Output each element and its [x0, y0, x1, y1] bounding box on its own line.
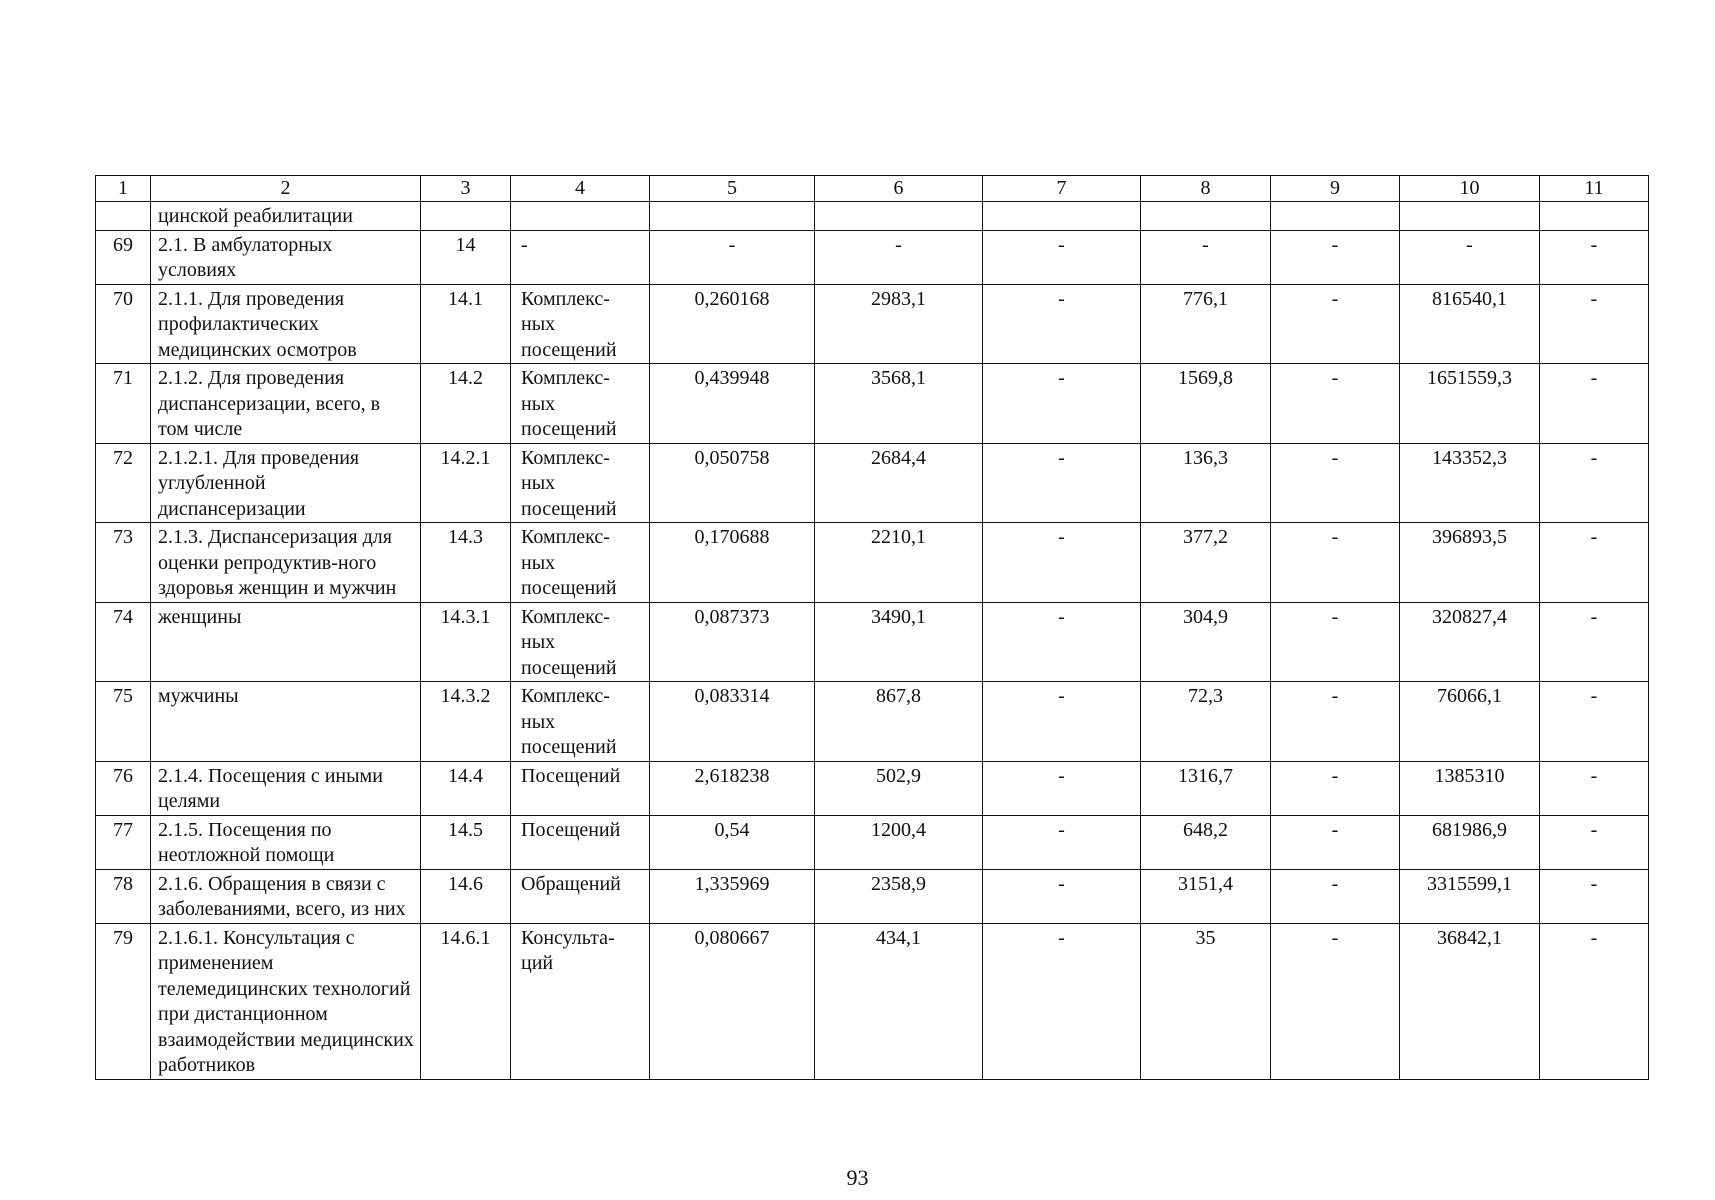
header-cell: 3 [421, 176, 511, 202]
table-body [96, 176, 1649, 1080]
table-cell-col11: - [1540, 923, 1649, 1079]
table-cell-col9: - [1271, 815, 1400, 869]
table-cell [1540, 202, 1649, 231]
table-cell-name: женщины [151, 602, 421, 682]
table-cell-col5: 0,439948 [650, 364, 815, 444]
header-cell: 2 [151, 176, 421, 202]
table-cell [983, 202, 1141, 231]
table-cell-code: 14.6 [421, 869, 511, 923]
table-cell-unit: Комплекс-ных посещений [511, 364, 650, 444]
table-cell-code: 14.2.1 [421, 443, 511, 523]
table-cell-row-number: 72 [96, 443, 151, 523]
table-cell-col10: - [1400, 230, 1540, 284]
table-cell-col9: - [1271, 923, 1400, 1079]
table-cell-col7: - [983, 364, 1141, 444]
data-table [95, 175, 1649, 1080]
table-cell-col9: - [1271, 364, 1400, 444]
table-cell-col8: 3151,4 [1141, 869, 1271, 923]
table-cell [1400, 202, 1540, 231]
header-cell: 6 [815, 176, 983, 202]
table-cell [650, 202, 815, 231]
table-cell-col6: 867,8 [815, 682, 983, 762]
table-cell-code: 14.3 [421, 523, 511, 603]
table-cell-col10: 3315599,1 [1400, 869, 1540, 923]
table-cell-code: 14.4 [421, 761, 511, 815]
table-cell-row-number: 73 [96, 523, 151, 603]
table-cell [421, 202, 511, 231]
header-cell: 11 [1540, 176, 1649, 202]
table-cell-row-number: 75 [96, 682, 151, 762]
table-cell-col9: - [1271, 443, 1400, 523]
table-cell [1271, 202, 1400, 231]
table-cell-code: 14.6.1 [421, 923, 511, 1079]
table-row [96, 364, 1649, 444]
header-cell: 10 [1400, 176, 1540, 202]
table-cell-col6: 2210,1 [815, 523, 983, 603]
table-cell-col6: 2358,9 [815, 869, 983, 923]
table-cell-row-number: 74 [96, 602, 151, 682]
table-cell-name: 2.1.5. Посещения по неотложной помощи [151, 815, 421, 869]
table-cell-col9: - [1271, 761, 1400, 815]
column-number-row [96, 176, 1649, 202]
table-cell-col10: 36842,1 [1400, 923, 1540, 1079]
table-cell-col6: 2684,4 [815, 443, 983, 523]
table-cell-col6: 434,1 [815, 923, 983, 1079]
table-row [96, 602, 1649, 682]
table-cell-code: 14.3.2 [421, 682, 511, 762]
table-cell-unit: Комплекс-ных посещений [511, 523, 650, 603]
table-cell-col8: 776,1 [1141, 284, 1271, 364]
table-cell-col11: - [1540, 523, 1649, 603]
table-cell [96, 202, 151, 231]
table-cell-col6: 1200,4 [815, 815, 983, 869]
table-cell-col8: - [1141, 230, 1271, 284]
header-cell: 7 [983, 176, 1141, 202]
table-row [96, 230, 1649, 284]
header-cell: 4 [511, 176, 650, 202]
table-cell-name: 2.1.2.1. Для проведения углубленной диспансеризации [151, 443, 421, 523]
table-cell-col7: - [983, 923, 1141, 1079]
table-cell-col9: - [1271, 284, 1400, 364]
table-cell-col11: - [1540, 682, 1649, 762]
table-cell-col5: 0,050758 [650, 443, 815, 523]
table-cell-col11: - [1540, 761, 1649, 815]
table-cell-row-number: 71 [96, 364, 151, 444]
table-cell-col8: 1316,7 [1141, 761, 1271, 815]
table-cell-col11: - [1540, 230, 1649, 284]
table-cell-name: 2.1.4. Посещения с иными целями [151, 761, 421, 815]
table-cell-col8: 377,2 [1141, 523, 1271, 603]
table-cell-col7: - [983, 230, 1141, 284]
table-row [96, 869, 1649, 923]
table-cell-col10: 396893,5 [1400, 523, 1540, 603]
table-cell-col9: - [1271, 682, 1400, 762]
table-cell-code: 14.3.1 [421, 602, 511, 682]
table-cell-row-number: 78 [96, 869, 151, 923]
continuation-row [96, 202, 1649, 231]
table-cell-col5: 0,080667 [650, 923, 815, 1079]
table-row [96, 682, 1649, 762]
table-row [96, 523, 1649, 603]
table-cell [1141, 202, 1271, 231]
table-cell-col10: 320827,4 [1400, 602, 1540, 682]
table-cell-col5: 0,083314 [650, 682, 815, 762]
table-cell-col5: 1,335969 [650, 869, 815, 923]
table-cell-name: 2.1.1. Для проведения профилактических медицинских осмотров [151, 284, 421, 364]
table-cell-unit: Комплекс-ных посещений [511, 284, 650, 364]
table-cell-name: 2.1.2. Для проведения диспансеризации, всего, в том числе [151, 364, 421, 444]
table-cell-col9: - [1271, 230, 1400, 284]
table-row [96, 443, 1649, 523]
table-cell-col11: - [1540, 602, 1649, 682]
table-cell-col10: 1651559,3 [1400, 364, 1540, 444]
table-cell-col5: 2,618238 [650, 761, 815, 815]
table-cell [815, 202, 983, 231]
table-cell-name: 2.1.6. Обращения в связи с заболеваниями, всего, из них [151, 869, 421, 923]
table-cell-col5: 0,170688 [650, 523, 815, 603]
table-cell-unit: Комплекс-ных посещений [511, 443, 650, 523]
table-cell-col7: - [983, 284, 1141, 364]
table-cell-code: 14.1 [421, 284, 511, 364]
table-cell-unit: - [511, 230, 650, 284]
table-cell-col11: - [1540, 869, 1649, 923]
header-cell: 9 [1271, 176, 1400, 202]
table-cell-col10: 76066,1 [1400, 682, 1540, 762]
table-cell-col5: 0,54 [650, 815, 815, 869]
table-cell-col8: 304,9 [1141, 602, 1271, 682]
table-cell-unit: Обращений [511, 869, 650, 923]
table-cell-col6: 3568,1 [815, 364, 983, 444]
table-cell-col10: 143352,3 [1400, 443, 1540, 523]
page-number: 93 [846, 1165, 869, 1190]
table-cell-col5: 0,260168 [650, 284, 815, 364]
table-cell-col11: - [1540, 284, 1649, 364]
table-cell-col7: - [983, 761, 1141, 815]
table-cell-col7: - [983, 523, 1141, 603]
table-cell-col7: - [983, 443, 1141, 523]
table-cell-col7: - [983, 815, 1141, 869]
table-cell-col11: - [1540, 443, 1649, 523]
table-cell-col10: 816540,1 [1400, 284, 1540, 364]
header-cell: 5 [650, 176, 815, 202]
table-cell-col7: - [983, 869, 1141, 923]
table-cell-col8: 35 [1141, 923, 1271, 1079]
table-cell-col5: - [650, 230, 815, 284]
table-cell-col11: - [1540, 364, 1649, 444]
table-cell-col6: 3490,1 [815, 602, 983, 682]
table-row [96, 284, 1649, 364]
table-row [96, 923, 1649, 1079]
table-cell-name: 2.1.6.1. Консультация с применением телемедицинских технологий при дистанционном взаимодействии медицинских работников [151, 923, 421, 1079]
table-cell-row-number: 69 [96, 230, 151, 284]
table-cell [511, 202, 650, 231]
table-cell-unit: Комплекс-ных посещений [511, 682, 650, 762]
table-row [96, 815, 1649, 869]
table-cell-unit: Консульта-ций [511, 923, 650, 1079]
table-cell-name: 2.1. В амбулаторных условиях [151, 230, 421, 284]
table-cell-col10: 1385310 [1400, 761, 1540, 815]
table-row [96, 761, 1649, 815]
table-cell-col7: - [983, 682, 1141, 762]
table-cell-col8: 648,2 [1141, 815, 1271, 869]
table-cell-col6: 502,9 [815, 761, 983, 815]
table-cell-col8: 1569,8 [1141, 364, 1271, 444]
table-cell-col11: - [1540, 815, 1649, 869]
table-cell-col8: 136,3 [1141, 443, 1271, 523]
table-cell-name: 2.1.3. Диспансеризация для оценки репродуктив-ного здоровья женщин и мужчин [151, 523, 421, 603]
table-cell-unit: Посещений [511, 761, 650, 815]
table-cell-name: мужчины [151, 682, 421, 762]
header-cell: 8 [1141, 176, 1271, 202]
table-cell-row-number: 77 [96, 815, 151, 869]
table-cell-col5: 0,087373 [650, 602, 815, 682]
table-cell-col6: - [815, 230, 983, 284]
table-cell-col9: - [1271, 602, 1400, 682]
table-cell-unit: Комплекс-ных посещений [511, 602, 650, 682]
table-cell-code: 14.5 [421, 815, 511, 869]
table-cell-row-number: 76 [96, 761, 151, 815]
header-cell: 1 [96, 176, 151, 202]
table-cell-col8: 72,3 [1141, 682, 1271, 762]
table-cell-col7: - [983, 602, 1141, 682]
table-cell-col6: 2983,1 [815, 284, 983, 364]
table-cell-code: 14 [421, 230, 511, 284]
table-cell-row-number: 79 [96, 923, 151, 1079]
table-cell-col9: - [1271, 523, 1400, 603]
table-cell-unit: Посещений [511, 815, 650, 869]
table-cell-row-number: 70 [96, 284, 151, 364]
table-cell-code: 14.2 [421, 364, 511, 444]
table-cell: цинской реабилитации [151, 202, 421, 231]
table-cell-col9: - [1271, 869, 1400, 923]
table-cell-col10: 681986,9 [1400, 815, 1540, 869]
